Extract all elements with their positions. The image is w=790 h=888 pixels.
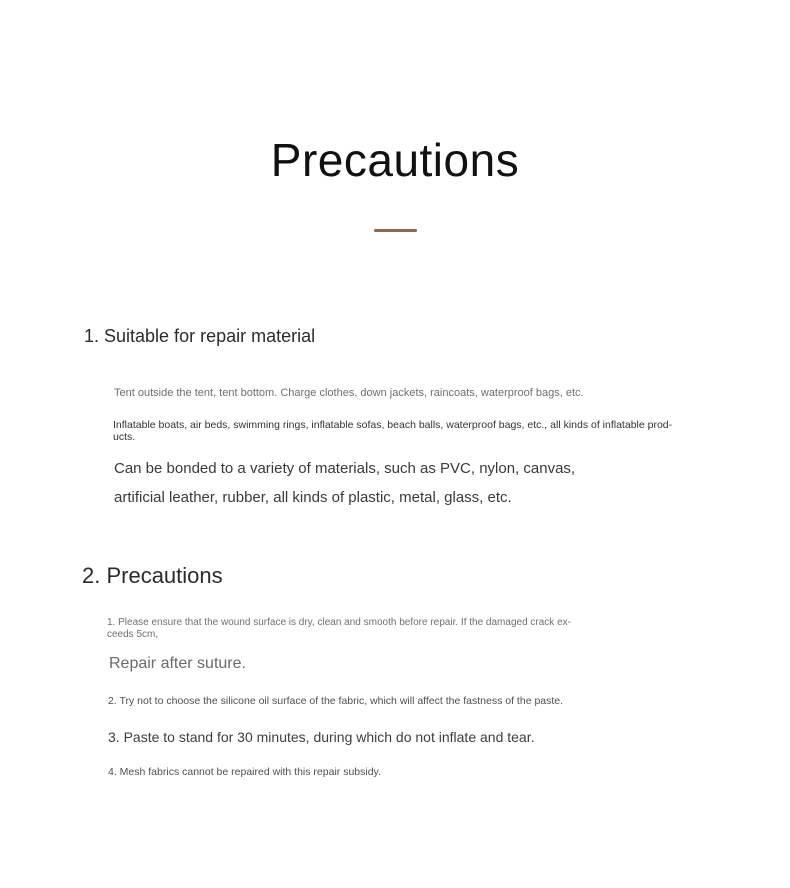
precaution-item-1-suture: Repair after suture. xyxy=(109,655,246,672)
materials-text-bonding-cont: artificial leather, rubber, all kinds of plastic, metal, glass, etc. xyxy=(114,489,512,506)
materials-text-tent: Tent outside the tent, tent bottom. Charge clothes, down jackets, raincoats, waterproof bags, etc. xyxy=(114,387,584,399)
precaution-item-4: 4. Mesh fabrics cannot be repaired with this repair subsidy. xyxy=(108,766,381,778)
precaution-item-1-cont: ceeds 5cm, xyxy=(107,629,159,640)
precaution-item-2: 2. Try not to choose the silicone oil surface of the fabric, which will affect the fastness of the paste. xyxy=(108,695,564,707)
materials-text-bonding: Can be bonded to a variety of materials, such as PVC, nylon, canvas, xyxy=(114,460,576,477)
materials-text-inflatable: Inflatable boats, air beds, swimming rings, inflatable sofas, beach balls, waterproof bags, etc., all kinds of inflatable prod- xyxy=(113,419,673,431)
precaution-item-3: 3. Paste to stand for 30 minutes, during which do not inflate and tear. xyxy=(108,729,535,745)
section-heading-precautions: 2. Precautions xyxy=(82,563,223,588)
page-title: Precautions xyxy=(270,134,520,186)
materials-text-inflatable-cont: ucts. xyxy=(113,431,136,443)
section-heading-materials: 1. Suitable for repair material xyxy=(84,326,316,346)
title-divider xyxy=(374,229,417,232)
precaution-item-1: 1. Please ensure that the wound surface is dry, clean and smooth before repair. If the damaged crack ex- xyxy=(107,617,571,628)
